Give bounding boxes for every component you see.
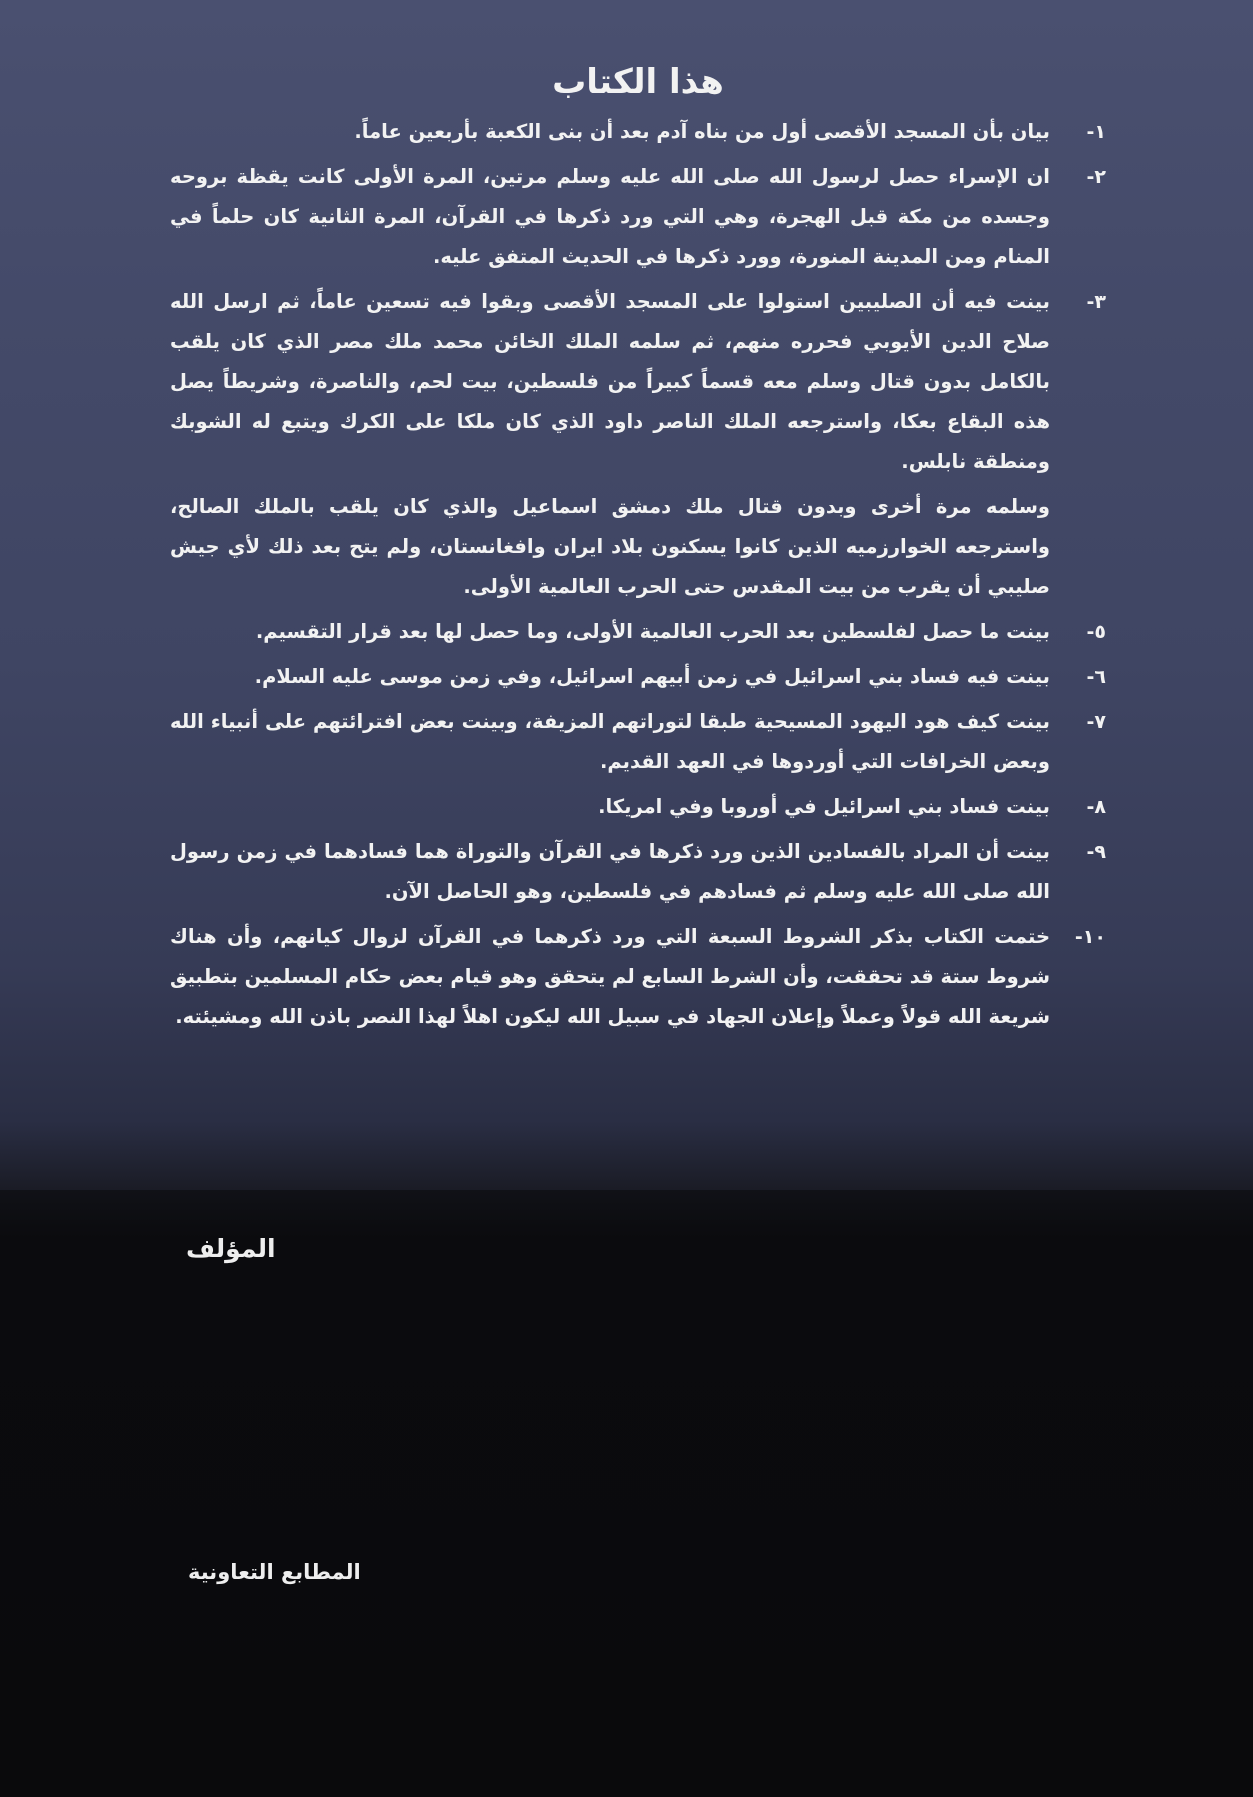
list-item [170, 787, 1106, 827]
item-text: بينت أن المراد بالفسادين الذين ورد ذكرها في القرآن والتوراة هما فسادهما في زمن رسول الله صلى الله عليه وسلم ثم فسادهم في فلسطين، وهو الحاصل الآن. [170, 840, 1050, 903]
item-text: بينت ما حصل لفلسطين بعد الحرب العالمية الأولى، وما حصل لها بعد قرار التقسيم. [255, 620, 1050, 643]
list-item [170, 112, 1106, 152]
cover-title: هذا الكتاب [552, 62, 724, 102]
continuation-paragraph: وسلمه مرة أخرى وبدون قتال ملك دمشق اسماعيل والذي كان يلقب بالملك الصالح، واسترجعه الخوارزميه الذين كانوا يسكنون بلاد ايران وافغانستان، ولم يتح بعد ذلك لأي جيش صليبي أن يقرب من بيت المقدس حتى الحرب العالمية الأولى. [170, 495, 1050, 598]
item-text: بيان بأن المسجد الأقصى أول من بناه آدم بعد أن بنى الكعبة بأربعين عاماً. [354, 120, 1050, 143]
item-number: ٣- [1086, 291, 1106, 313]
item-number: ٩- [1086, 841, 1106, 863]
black-panel [0, 1190, 1253, 1797]
list-item [170, 702, 1106, 782]
list-item [170, 612, 1106, 652]
item-text: بينت فيه فساد بني اسرائيل في زمن أبيهم اسرائيل، وفي زمن موسى عليه السلام. [254, 665, 1050, 688]
item-text: ان الإسراء حصل لرسول الله صلى الله عليه وسلم مرتين، المرة الأولى كانت يقظة بروحه وجسده من مكة قبل الهجرة، وهي التي ورد ذكرها في القرآن، المرة الثانية كان حلماً في المنام ومن المدينة المنورة، وورد ذكرها في الحديث المتفق عليه. [170, 165, 1050, 268]
item-text: ختمت الكتاب بذكر الشروط السبعة التي ورد ذكرهما في القرآن لزوال كيانهم، وأن هناك شروط ستة قد تحققت، وأن الشرط السابع لم يتحقق وهو قيام بعض حكام المسلمين بتطبيق شريعة الله قولاً وعملاً وإعلان الجهاد في سبيل الله ليكون اهلاً لهذا النصر باذن الله ومشيئته. [170, 925, 1050, 1028]
list-item [170, 657, 1106, 697]
list-item [170, 917, 1106, 1037]
publisher-label: المطابع التعاونية [188, 1560, 361, 1584]
author-label: المؤلف [186, 1234, 276, 1263]
item-text: بينت فيه أن الصليبين استولوا على المسجد الأقصى وبقوا فيه تسعين عاماً، ثم ارسل الله صلاح الدين الأيوبي فحرره منهم، ثم سلمه الملك الخائن محمد ملك مصر الذي كان يلقب بالكامل بدون قتال وسلم معه قسماً كبيراً من فلسطين، بيت لحم، والناصرة، وشريطاً يصل هذه البقاع بعكا، واسترجعه الملك الناصر داود الذي كان ملكا على الكرك ويتبع له الشوبك ومنطقة نابلس. [170, 290, 1050, 473]
item-text: بينت فساد بني اسرائيل في أوروبا وفي امريكا. [598, 795, 1050, 818]
item-number: ١- [1086, 121, 1106, 143]
item-text: بينت كيف هود اليهود المسيحية طبقا لتوراتهم المزيفة، وبينت بعض افترائتهم على أنبياء الله وبعض الخرافات التي أوردوها في العهد القديم. [170, 710, 1050, 773]
item-number: ٨- [1086, 796, 1106, 818]
list-item [170, 832, 1106, 912]
list-item [170, 157, 1106, 277]
item-number: ٧- [1086, 711, 1106, 733]
item-number: ٦- [1086, 666, 1106, 688]
item-number: ١٠- [1074, 926, 1106, 948]
item-number: ٢- [1086, 166, 1106, 188]
item-number: ٥- [1086, 621, 1106, 643]
cover-text-block [170, 62, 1106, 1042]
list-item [170, 282, 1106, 482]
